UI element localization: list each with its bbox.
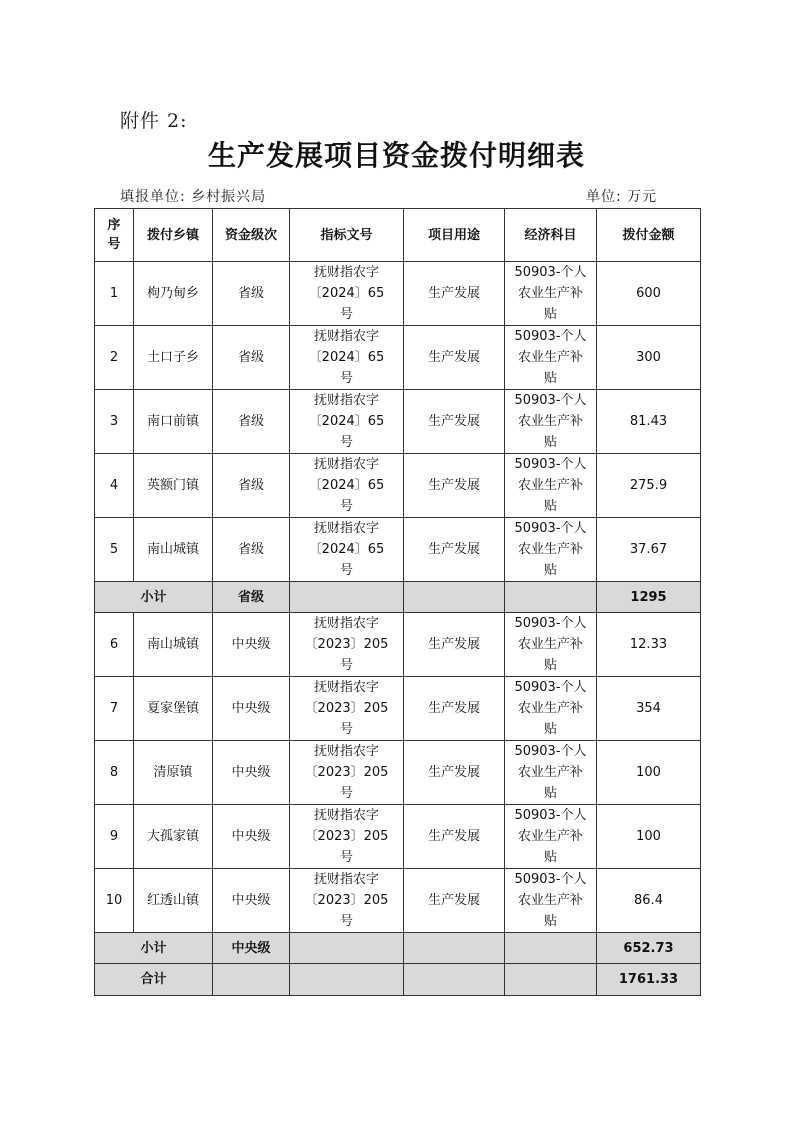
row-doc: 抚财指农字〔2023〕205号 — [290, 613, 404, 677]
row-amount: 275.9 — [597, 454, 701, 518]
table-row — [95, 262, 701, 326]
row-town: 南口前镇 — [134, 390, 213, 454]
attachment-label: 附件 2: — [120, 110, 188, 132]
row-no: 4 — [95, 454, 134, 518]
filling-unit: 填报单位: 乡村振兴局 — [120, 189, 267, 205]
row-no: 3 — [95, 390, 134, 454]
row-amount: 100 — [597, 741, 701, 805]
row-amount: 600 — [597, 262, 701, 326]
row-doc: 抚财指农字〔2023〕205号 — [290, 741, 404, 805]
row-purpose: 生产发展 — [404, 677, 505, 741]
row-amount: 37.67 — [597, 518, 701, 582]
row-level: 中央级 — [213, 677, 290, 741]
row-no: 1 — [95, 262, 134, 326]
row-level: 中央级 — [213, 869, 290, 933]
subtotal-cell-empty — [404, 933, 505, 964]
row-purpose: 生产发展 — [404, 390, 505, 454]
table-row — [95, 390, 701, 454]
row-subject: 50903-个人农业生产补贴 — [505, 390, 597, 454]
row-town: 枸乃甸乡 — [134, 262, 213, 326]
subtotal-cell-empty — [505, 582, 597, 613]
row-no: 7 — [95, 677, 134, 741]
row-no: 6 — [95, 613, 134, 677]
row-no: 9 — [95, 805, 134, 869]
row-no: 8 — [95, 741, 134, 805]
row-town: 夏家堡镇 — [134, 677, 213, 741]
row-doc: 抚财指农字〔2024〕65号 — [290, 454, 404, 518]
subtotal-amount: 1295 — [597, 582, 701, 613]
row-town: 大孤家镇 — [134, 805, 213, 869]
row-amount: 12.33 — [597, 613, 701, 677]
row-doc: 抚财指农字〔2024〕65号 — [290, 518, 404, 582]
row-purpose: 生产发展 — [404, 454, 505, 518]
subtotal-cell-empty — [290, 933, 404, 964]
subtotal-row — [95, 933, 701, 964]
header-amount: 拨付金额 — [597, 209, 701, 262]
table-row — [95, 518, 701, 582]
subtotal-level: 省级 — [213, 582, 290, 613]
row-subject: 50903-个人农业生产补贴 — [505, 326, 597, 390]
currency-unit: 单位: 万元 — [586, 189, 658, 205]
row-town: 土口子乡 — [134, 326, 213, 390]
row-level: 省级 — [213, 454, 290, 518]
row-subject: 50903-个人农业生产补贴 — [505, 613, 597, 677]
row-level: 省级 — [213, 390, 290, 454]
row-level: 中央级 — [213, 741, 290, 805]
row-level: 省级 — [213, 518, 290, 582]
row-level: 省级 — [213, 326, 290, 390]
header-level: 资金级次 — [213, 209, 290, 262]
row-purpose: 生产发展 — [404, 805, 505, 869]
row-doc: 抚财指农字〔2023〕205号 — [290, 805, 404, 869]
row-purpose: 生产发展 — [404, 326, 505, 390]
subtotal-label: 小计 — [95, 582, 213, 613]
table-row — [95, 869, 701, 933]
row-level: 中央级 — [213, 805, 290, 869]
row-amount: 86.4 — [597, 869, 701, 933]
row-amount: 300 — [597, 326, 701, 390]
table-row — [95, 613, 701, 677]
row-doc: 抚财指农字〔2023〕205号 — [290, 869, 404, 933]
subtotal-cell-empty — [404, 582, 505, 613]
subtotal-amount: 652.73 — [597, 933, 701, 964]
row-amount: 354 — [597, 677, 701, 741]
total-cell-empty — [290, 964, 404, 996]
row-purpose: 生产发展 — [404, 869, 505, 933]
row-town: 南山城镇 — [134, 613, 213, 677]
subtotal-cell-empty — [290, 582, 404, 613]
subtotal-cell-empty — [505, 933, 597, 964]
row-subject: 50903-个人农业生产补贴 — [505, 262, 597, 326]
row-no: 10 — [95, 869, 134, 933]
header-subject: 经济科目 — [505, 209, 597, 262]
row-purpose: 生产发展 — [404, 518, 505, 582]
table-row — [95, 805, 701, 869]
row-subject: 50903-个人农业生产补贴 — [505, 805, 597, 869]
row-no: 5 — [95, 518, 134, 582]
row-purpose: 生产发展 — [404, 613, 505, 677]
subtotal-level: 中央级 — [213, 933, 290, 964]
fund-allocation-table — [94, 208, 701, 996]
row-no: 2 — [95, 326, 134, 390]
row-level: 省级 — [213, 262, 290, 326]
row-purpose: 生产发展 — [404, 262, 505, 326]
total-cell-empty — [505, 964, 597, 996]
total-label: 合计 — [95, 964, 213, 996]
header-doc: 指标文号 — [290, 209, 404, 262]
subtotal-row — [95, 582, 701, 613]
row-amount: 81.43 — [597, 390, 701, 454]
total-row — [95, 964, 701, 996]
row-town: 清原镇 — [134, 741, 213, 805]
table-header-row — [95, 209, 701, 262]
row-doc: 抚财指农字〔2024〕65号 — [290, 326, 404, 390]
header-no: 序号 — [95, 209, 134, 262]
row-town: 红透山镇 — [134, 869, 213, 933]
row-level: 中央级 — [213, 613, 290, 677]
row-doc: 抚财指农字〔2023〕205号 — [290, 677, 404, 741]
document-title: 生产发展项目资金拨付明细表 — [207, 139, 585, 172]
table-row — [95, 454, 701, 518]
table-row — [95, 326, 701, 390]
total-cell-empty — [213, 964, 290, 996]
row-subject: 50903-个人农业生产补贴 — [505, 741, 597, 805]
row-subject: 50903-个人农业生产补贴 — [505, 869, 597, 933]
total-amount: 1761.33 — [597, 964, 701, 996]
row-subject: 50903-个人农业生产补贴 — [505, 518, 597, 582]
header-town: 拨付乡镇 — [134, 209, 213, 262]
header-purpose: 项目用途 — [404, 209, 505, 262]
row-amount: 100 — [597, 805, 701, 869]
total-cell-empty — [404, 964, 505, 996]
row-town: 英额门镇 — [134, 454, 213, 518]
row-purpose: 生产发展 — [404, 741, 505, 805]
table-row — [95, 741, 701, 805]
subtotal-label: 小计 — [95, 933, 213, 964]
row-subject: 50903-个人农业生产补贴 — [505, 454, 597, 518]
row-subject: 50903-个人农业生产补贴 — [505, 677, 597, 741]
row-doc: 抚财指农字〔2024〕65号 — [290, 262, 404, 326]
row-doc: 抚财指农字〔2024〕65号 — [290, 390, 404, 454]
table-row — [95, 677, 701, 741]
row-town: 南山城镇 — [134, 518, 213, 582]
